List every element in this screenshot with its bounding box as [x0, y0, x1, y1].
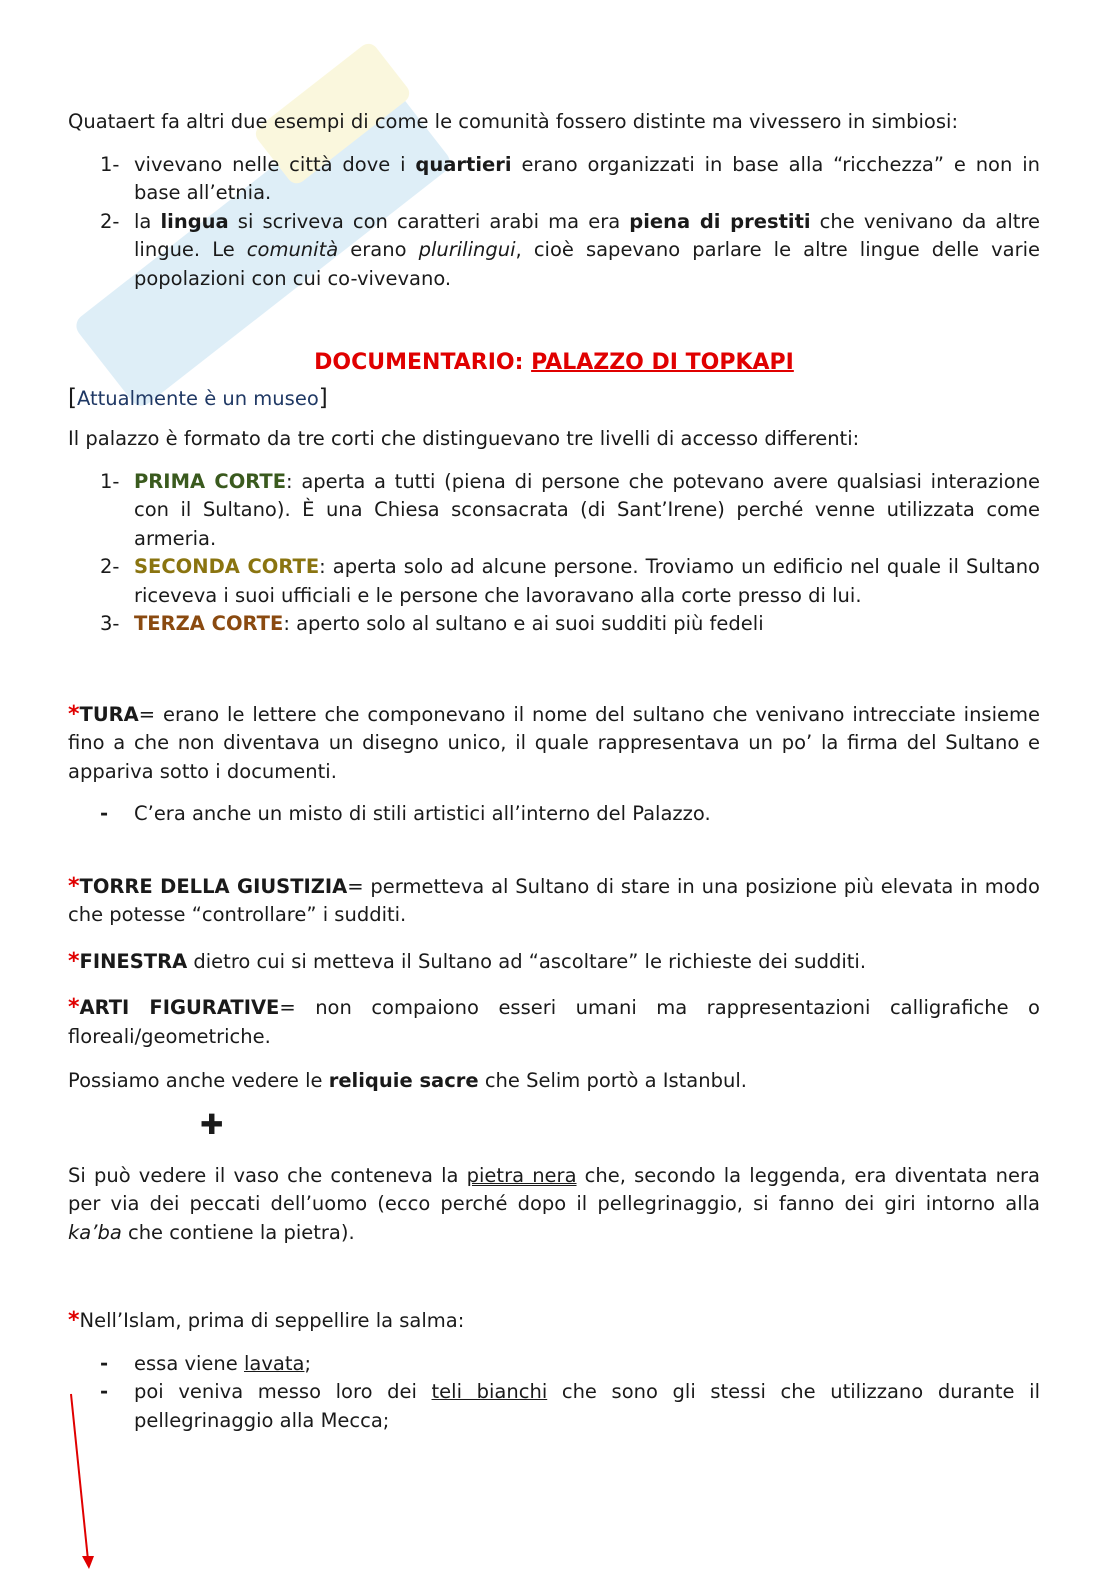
tura-bullets: [68, 800, 1040, 829]
list-number: 1-: [100, 469, 120, 493]
list-number: 3-: [100, 612, 120, 635]
list-number: 1-: [100, 152, 120, 176]
list-item: 2- la lingua si scriveva con caratteri arabi ma era piena di prestiti che venivano da altre lingue. Le comunità erano plurilingui, cioè sapevano parlare le altre lingue delle varie popolazioni con cui co-vivevano.: [100, 209, 1041, 290]
list-item: - poi veniva messo loro dei teli bianchi che sono gli stessi che utilizzano durante il pellegrinaggio alla Mecca;: [100, 1380, 1040, 1432]
reliquie-paragraph: Possiamo anche vedere le reliquie sacre che Selim portò a Istanbul.: [68, 1069, 747, 1092]
cross-icon: ✚: [200, 1107, 224, 1141]
museum-note: [Attualmente è un museo]: [68, 384, 328, 411]
list-item: - C’era anche un misto di stili artistici all’interno del Palazzo.: [100, 802, 711, 825]
vaso-paragraph: Si può vedere il vaso che conteneva la pietra nera che, secondo la leggenda, era diventata nera per via dei peccati dell’uomo (ecco perché dopo il pellegrinaggio, si fanno dei giri intorno alla ka’ba che contiene la pietra).: [68, 1163, 1040, 1244]
intro-paragraph: Quataert fa altri due esempi di come le comunità fossero distinte ma vivessero in simbiosi:: [68, 110, 959, 133]
arti-definition: *ARTI FIGURATIVE= non compaiono esseri umani ma rappresentazioni calligrafiche o floreali/geometriche.: [68, 995, 1040, 1048]
list-number: 2-: [100, 555, 120, 578]
list-number: 2-: [100, 209, 120, 233]
list-item-seconda-corte: 2- SECONDA CORTE: aperta solo ad alcune persone. Troviamo un edificio nel quale il Sultano riceveva i suoi ufficiali e le persone che lavoravano alla corte presso di lui.: [100, 555, 1040, 607]
list-item-terza-corte: 3- TERZA CORTE: aperto solo al sultano e ai suoi sudditi più fedeli: [68, 610, 1040, 639]
islam-bullets: [68, 1350, 1040, 1436]
torre-definition: *TORRE DELLA GIUSTIZIA= permetteva al Sultano di stare in una posizione più elevata in modo che potesse “controllare” i sudditi.: [68, 873, 1040, 926]
islam-intro: *Nell’Islam, prima di seppellire la salma:: [68, 1308, 465, 1333]
red-arrow-icon: [62, 1392, 102, 1572]
section-heading: DOCUMENTARIO: PALAZZO DI TOPKAPI: [314, 350, 794, 375]
intro-list: [68, 151, 1040, 294]
tura-definition: *TURA= erano le lettere che componevano il nome del sultano che venivano intrecciate insieme fino a che non diventava un disegno unico, il quale rappresentava un po’ la firma del Sultano e appariva sotto i documenti.: [68, 701, 1040, 783]
list-item: 1- vivevano nelle città dove i quartieri erano organizzati in base alla “ricchezza” e non in base all’etnia.: [100, 152, 1040, 204]
palace-intro: Il palazzo è formato da tre corti che distinguevano tre livelli di accesso differenti:: [68, 427, 860, 450]
list-item-prima-corte: 1- PRIMA CORTE: aperta a tutti (piena di persone che potevano avere qualsiasi interazione con il Sultano). È una Chiesa sconsacrata (di Sant’Irene) perché venne utilizzata come armeria.: [100, 469, 1040, 550]
list-item: - essa viene lavata;: [100, 1351, 312, 1375]
courts-list: [68, 468, 1040, 639]
finestra-definition: *FINESTRA dietro cui si metteva il Sultano ad “ascoltare” le richieste dei sudditi.: [68, 948, 867, 974]
